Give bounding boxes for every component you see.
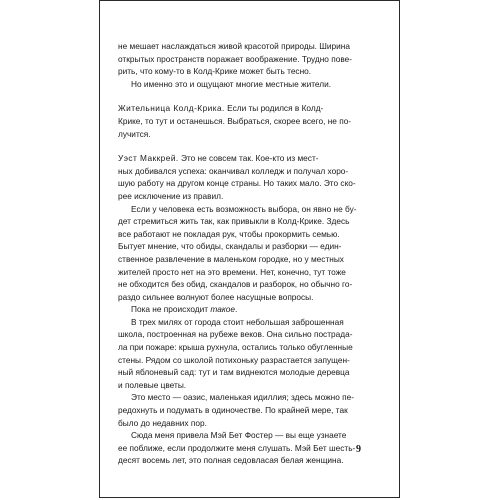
paragraph [118,316,374,392]
emphasis-word: такое [210,304,235,315]
text-line: стены. Рядом со школой потихоньку разрастается запущен- [118,354,350,365]
text-fragment: Пока не происходит [131,304,211,315]
text-line: ственное развлечение в маленьком городке, но у местных [118,253,344,264]
text-fragment: . [234,304,238,315]
text-line: лучится. [118,128,151,139]
text-line: рить, что кому-то в Колд-Крике может быть тесно. [118,66,312,77]
text-line: было до недавних пор. [118,417,207,428]
text-fragment: Если ты родился в Колд- [224,103,324,114]
text-line: ее поближе, если продолжите меня слушать. Мэй Бет шесть- [118,442,356,453]
text-line: ла при пожаре: крыша рухнула, остались только обугленные [118,342,353,353]
paragraph [118,391,374,429]
text-line: Это место — оазис, маленькая идиллия; здесь можно пе- [131,392,355,403]
text-line: ных добивался успеха: оканчивал колледж и получал хоро- [118,165,349,176]
text-line: открытых пространств поражает воображение. Трудно пове- [118,53,353,64]
text-line: рее исключение из правил. [118,190,224,201]
paragraph [118,203,374,304]
text-line: В трех милях от города стоит небольшая заброшенная [131,316,344,327]
paragraph [118,40,374,90]
speaker-label: Уэст Маккрей. [118,153,179,164]
page-number: 9 [356,444,361,455]
text-line: не мешает наслаждаться живой красотой природы. Ширина [118,41,350,51]
paragraph [118,152,374,202]
text-fragment: Это не совсем так. Кое-кто из мест- [178,153,319,164]
text-line: Крике, то тут и останешься. Выбраться, скорее всего, не по- [118,115,352,126]
text-line: Бытует мнение, что обиды, скандалы и разборки — един- [118,241,342,252]
text-line: Если у человека есть возможность выбора, он явно не бу- [131,203,357,214]
paragraph [118,429,374,467]
text-line: школа, построенная на рубеже веков. Она сильно пострада- [118,329,353,340]
text-line: раздо сильнее волнуют более насущные вопросы. [118,291,314,302]
text-line: не обходится без обид, скандалов и разборок, но обычно го- [118,279,353,290]
paragraph [118,303,374,316]
text-line: редохнуть и подумать в одиночестве. По крайней мере, так [118,405,348,416]
text-line: все работают не покладая рук, чтобы прокормить семью. [118,228,340,239]
text-line: и полевые цветы. [118,379,187,390]
text-line: дет стремиться жить так, как привыкли в Колд-Крике. Здесь [118,216,350,227]
speaker-label: Жительница Колд-Крика. [118,103,225,114]
text-line: десят восемь лет, это полная седовласая белая женщина. [118,455,344,466]
page-text [118,40,374,467]
text-line: жителей просто нет на это времени. Нет, конечно, тут тоже [118,266,346,277]
text-line: шую работу на другом конце страны. Но таких мало. Это ско- [118,178,356,189]
paragraph [118,102,374,140]
text-line: ный яблоневый сад: тут и там виднеются молодые деревца [118,367,350,378]
text-line: Но именно это и ощущают многие местные жители. [131,78,332,89]
text-line: Сюда меня привела Мэй Бет Фостер — вы еще узнаете [131,430,347,441]
